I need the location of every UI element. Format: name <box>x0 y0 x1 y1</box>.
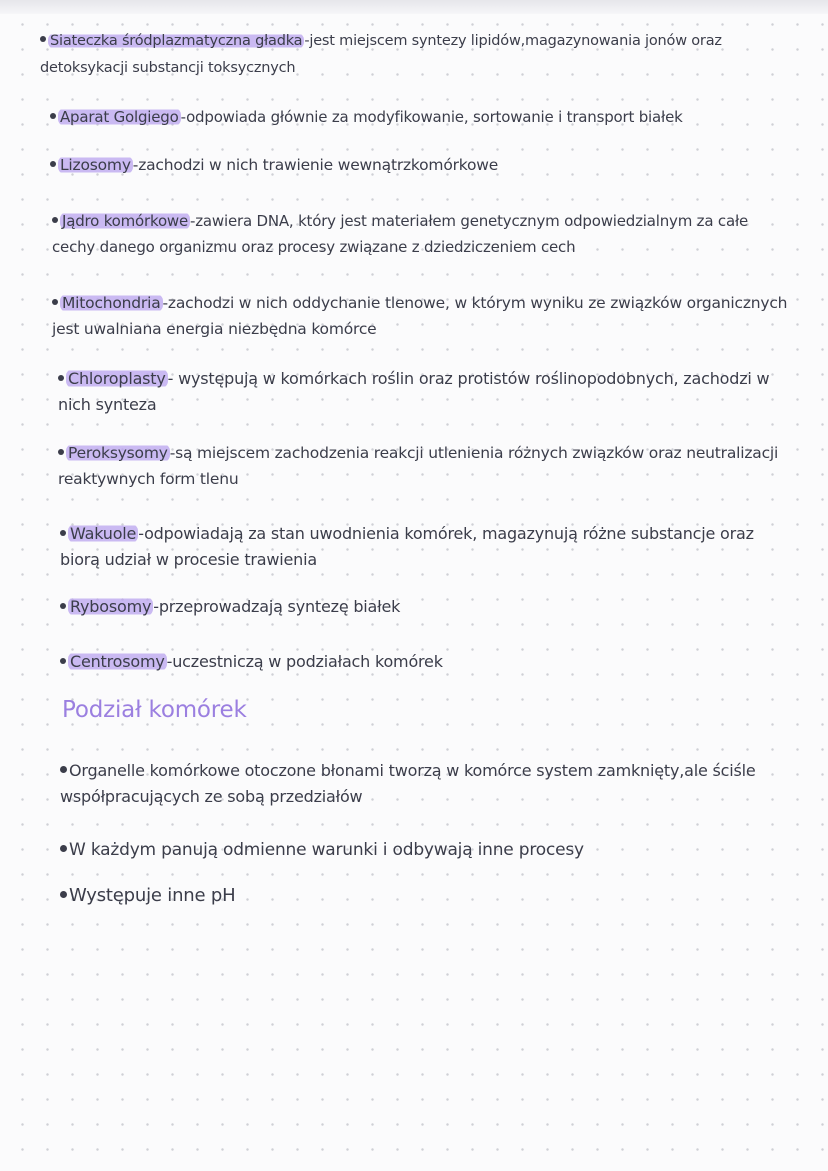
note-text: -uczestniczą w podziałach komórek <box>166 652 443 671</box>
highlighted-term: Aparat Golgiego <box>60 108 179 126</box>
note-line: cechy danego organizmu oraz procesy związane z dziedziczeniem cech <box>52 238 576 256</box>
note-lysosomes <box>50 152 498 178</box>
highlighted-term: Peroksysomy <box>68 444 168 462</box>
note-vacuoles <box>60 521 754 573</box>
bullet-dot <box>50 161 56 167</box>
note-centrosomes <box>60 649 443 675</box>
note-line <box>52 208 748 234</box>
bullet-dot <box>40 36 46 42</box>
section-heading: Podział komórek <box>62 697 247 723</box>
note-line: współpracujących ze sobą przedziałów <box>60 787 363 806</box>
page-top-edge <box>0 0 828 14</box>
highlighted-term: Mitochondria <box>62 294 161 312</box>
highlighted-term: Jądro komórkowe <box>62 212 189 230</box>
note-line: detoksykacji substancji toksycznych <box>40 60 296 76</box>
note-ribosomes <box>60 594 400 620</box>
note-line: nich synteza <box>58 395 157 414</box>
highlighted-term: Wakuole <box>70 524 137 543</box>
section-point-ph <box>60 883 235 909</box>
note-nucleus <box>52 208 748 260</box>
note-text: -odpowiadają za stan uwodnienia komórek, magazynują różne substancje oraz <box>138 524 754 543</box>
note-text: - występują w komórkach roślin oraz protistów roślinopodobnych, zachodzi w <box>167 369 770 388</box>
note-text: W każdym panują odmienne warunki i odbywają inne procesy <box>69 840 584 860</box>
note-line <box>60 594 400 620</box>
note-text: -zawiera DNA, który jest materiałem genetycznym odpowiedzialnym za całe <box>190 212 749 230</box>
bullet-dot <box>52 217 58 223</box>
note-text: -zachodzi w nich trawienie wewnątrzkomórkowe <box>132 156 499 174</box>
note-text: -są miejscem zachodzenia reakcji utlenienia różnych związków oraz neutralizacji <box>169 444 779 462</box>
note-line: jest uwalniana energia niezbędna komórce <box>52 320 377 338</box>
note-line <box>60 837 584 863</box>
note-text: -odpowiada głównie za modyfikowanie, sortowanie i transport białek <box>180 108 683 126</box>
note-line <box>52 290 787 316</box>
note-line <box>60 521 754 547</box>
note-chloroplasts <box>58 366 769 418</box>
note-line <box>58 366 769 392</box>
bullet-dot <box>58 449 64 455</box>
note-text: Występuje inne pH <box>69 885 236 906</box>
bullet-dot <box>60 766 67 773</box>
note-line: reaktywnych form tlenu <box>58 470 239 488</box>
bullet-dot <box>52 299 58 305</box>
note-mitochondria <box>52 290 787 342</box>
note-line <box>40 28 722 55</box>
bullet-dot <box>58 375 64 381</box>
bullet-dot <box>60 530 66 536</box>
note-line <box>50 152 498 178</box>
note-line <box>60 883 235 909</box>
highlighted-term: Lizosomy <box>60 156 131 174</box>
note-line <box>50 104 683 130</box>
bullet-dot <box>60 658 66 664</box>
note-line <box>60 758 755 784</box>
note-smooth-er <box>40 28 722 82</box>
highlighted-term: Rybosomy <box>70 597 152 616</box>
note-text: Organelle komórkowe otoczone błonami tworzą w komórce system zamknięty,ale ściśle <box>69 761 756 780</box>
bullet-dot <box>60 603 66 609</box>
note-peroxisomes <box>58 440 778 492</box>
highlighted-term: Chloroplasty <box>68 369 166 388</box>
note-golgi <box>50 104 683 130</box>
note-line: biorą udział w procesie trawienia <box>60 550 317 569</box>
highlighted-term: Centrosomy <box>70 652 165 671</box>
note-line <box>58 440 778 466</box>
highlighted-term: Siateczka śródplazmatyczna gładka <box>50 33 303 49</box>
bullet-dot <box>50 113 56 119</box>
bullet-dot <box>60 845 67 852</box>
note-text: -przeprowadzają syntezę białek <box>153 597 401 616</box>
section-point-conditions <box>60 837 584 863</box>
section-point-organelles <box>60 758 755 810</box>
note-text: -jest miejscem syntezy lipidów,magazynowania jonów oraz <box>304 33 722 49</box>
note-line <box>60 649 443 675</box>
bullet-dot <box>60 891 67 898</box>
note-text: -zachodzi w nich oddychanie tlenowe, w którym wyniku ze związków organicznych <box>162 294 788 312</box>
